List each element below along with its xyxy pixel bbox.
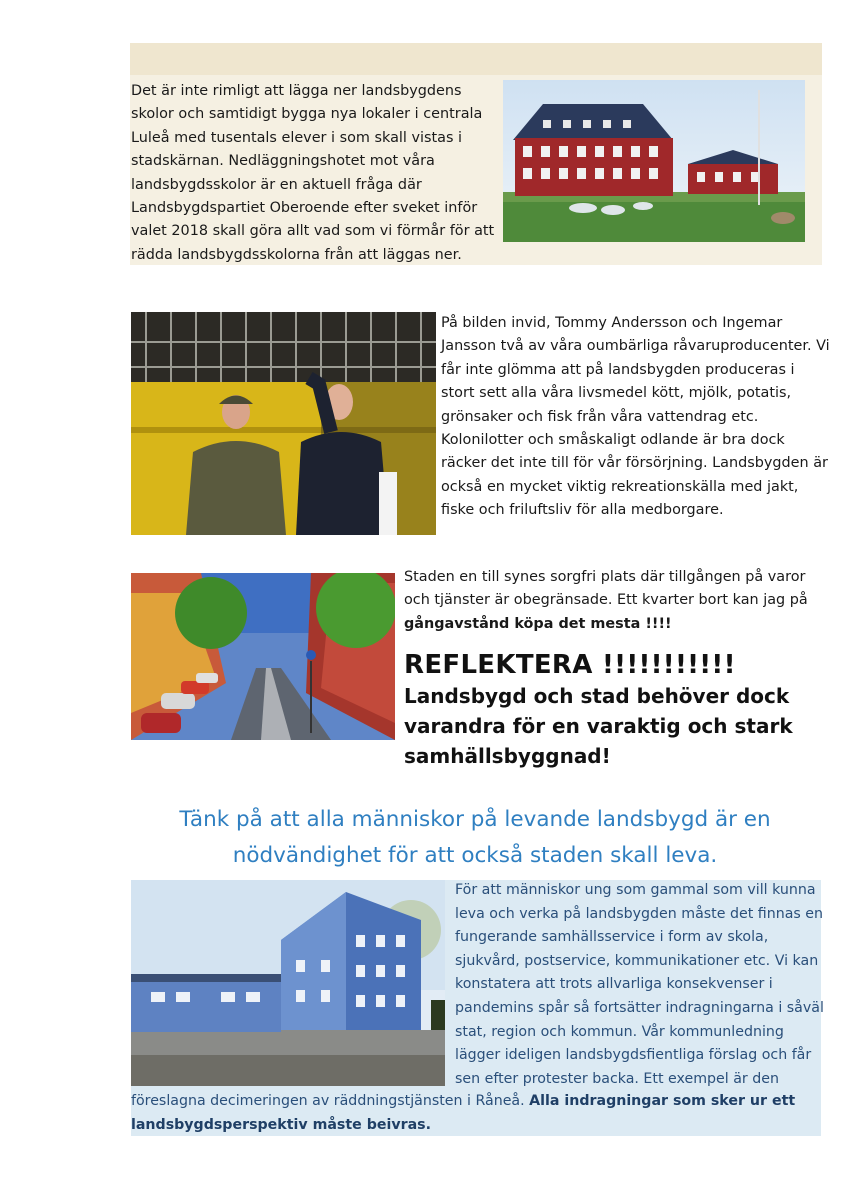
section4-side-paragraph: För att människor ung som gammal som vill kunna leva och verka på landsbygden måste det finnas en fungerande samhällsservice i form av skola, sjukvård, postservice, kommunikationer etc. Vi kan konstatera att trots allvarliga konsekvenser i pandemins spår så fortsätter indragningarna i såväl stat, region och kommun. Vår kommunledning lägger ideligen landsbygdsfientliga förslag och får sen efter protester backa. Ett exempel är den — [455, 882, 824, 1087]
blue-building-photo — [131, 880, 445, 1086]
section2-paragraph: På bilden invid, Tommy Andersson och Ingemar Jansson två av våra oumbärliga råvaruproducenter. Vi får inte glömma att på landsbygden produceras i stort sett alla våra livsmedel kött, mjölk, potatis, grönsaker och fisk från våra vattendrag etc. Kolonilotter och småskaligt odlande är bra dock räcker det inte till för vår försörjning. Landsbygden är också en mycket viktig rekreationskälla med jakt, fiske och friluftsliv för alla medborgare. — [441, 315, 830, 519]
reflect-heading: REFLEKTERA !!!!!!!!!!! — [404, 650, 736, 680]
section4-full-paragraph — [131, 1090, 821, 1137]
reflect-text: Landsbygd och stad behöver dock varandra för en varaktig och stark samhällsbyggnad! — [404, 684, 793, 768]
section4-full-bold: Alla indragningar som sker ur ett landsbygdsperspektiv måste beivras. — [131, 1093, 796, 1133]
reflect-statement — [404, 650, 824, 771]
town-street-photo — [131, 573, 395, 740]
section4-full-plain: föreslagna decimeringen av räddningstjänsten i Råneå. — [131, 1093, 525, 1109]
section1-paragraph: Det är inte rimligt att lägga ner landsbygdens skolor och samtidigt bygga nya lokaler i centrala Luleå med tusentals elever i som skall vistas i stadskärnan. Nedläggningshotet mot våra landsbygdsskolor är en aktuell fråga där Landsbygdspartiet Oberoende efter sveket inför valet 2018 skall göra allt vad som vi förmår för att rädda landsbygdsskolorna från att läggas ner. — [131, 83, 495, 263]
school-building-photo — [503, 80, 805, 242]
heading-line-2: nödvändighet för att också staden skall leva. — [232, 843, 718, 868]
section3-text-bold: gångavstånd köpa det mesta !!!! — [404, 615, 672, 632]
section3-text-plain: Staden en till synes sorgfri plats där tillgången på varor och tjänster är obegränsade. Ett kvarter bort kan jag på — [404, 569, 808, 609]
farmers-photo — [131, 312, 436, 535]
section3-paragraph — [404, 566, 824, 636]
heading-line-1: Tänk på att alla människor på levande landsbygd är en — [179, 807, 771, 832]
blue-heading — [170, 802, 780, 874]
